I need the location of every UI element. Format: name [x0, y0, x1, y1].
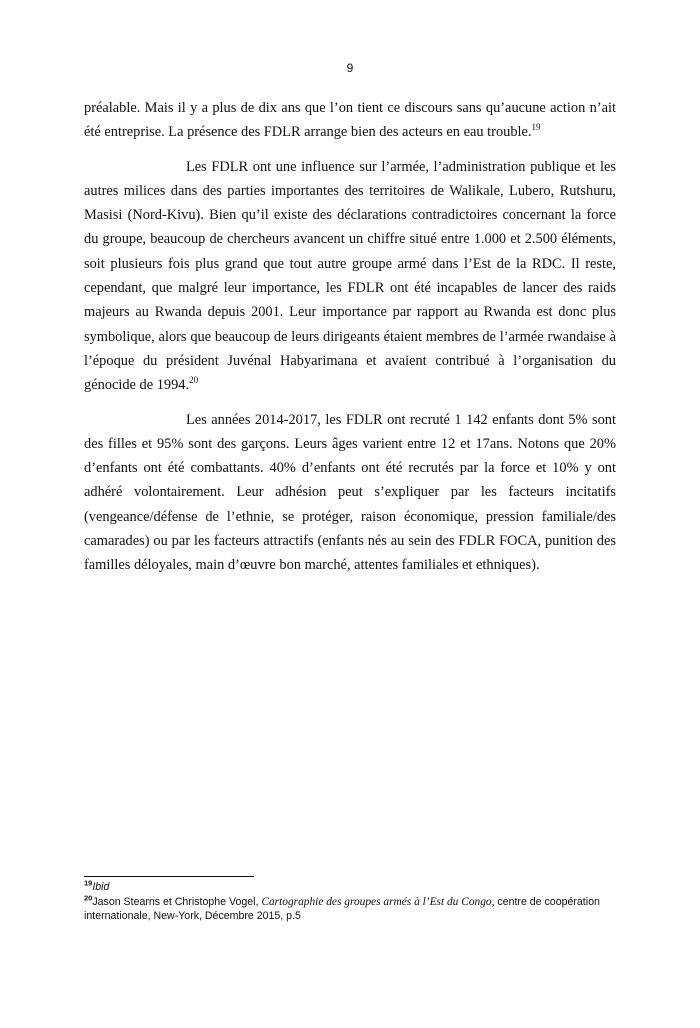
- footnote-19-text: Ibid: [92, 881, 110, 893]
- paragraph-2: [84, 155, 616, 398]
- footnote-ref-20: 20: [189, 375, 199, 386]
- footnote-20: [84, 892, 624, 924]
- page-number: 9: [346, 61, 354, 75]
- footnote-separator: [84, 876, 254, 877]
- footnote-20-title: Cartographie des groupes armés à l’Est du Congo,: [261, 895, 495, 908]
- paragraph-1-text: préalable. Mais il y a plus de dix ans que l’on tient ce discours sans qu’aucune action n’ait été entreprise. La présence des FDLR arrange bien des acteurs en eau trouble.: [84, 100, 616, 141]
- paragraph-1: [84, 96, 616, 145]
- paragraph-3: [84, 408, 616, 578]
- paragraph-3-text: Les années 2014-2017, les FDLR ont recruté 1 142 enfants dont 5% sont des filles et 95% sont des garçons. Leurs âges varient entre 12 et 17ans. Notons que 20% d’enfants ont été combattants. 40% d’enfants ont été recrutés par la force et 10% y ont adhéré volontairement. Leur adhésion peut s’expliquer par les facteurs incitatifs (vengeance/défense de l’ethnie, se protéger, raison économique, pression familiale/des camarades) ou par les facteurs attractifs (enfants nés au sein des FDLR FOCA, punition des familles déloyales, main d’œuvre bon marché, attentes familiales et ethniques).: [84, 411, 616, 574]
- paragraph-2-text: Les FDLR ont une influence sur l’armée, l’administration publique et les autres milices dans des parties importantes des territoires de Walikale, Lubero, Rutshuru, Masisi (Nord-Kivu). Bien qu’il existe des déclarations contradictoires concernant la force du groupe, beaucoup de chercheurs avancent un chiffre situé entre 1.000 et 2.500 éléments, soit plusieurs fois plus grand que tout autre groupe armé dans l’Est de la RDC. Il reste, cependant, que malgré leur importance, les FDLR ont été incapables de lancer des raids majeurs au Rwanda depuis 2001. Leur importance par rapport au Rwanda est donc plus symbolique, alors que beaucoup de leurs dirigeants étaient membres de l’armée rwandaise à l’époque du président Juvénal Habyarimana et avaient contribué à l’organisation du génocide de 1994.: [84, 158, 616, 394]
- footnote-19-number: 19: [84, 878, 93, 888]
- body-text: [84, 96, 616, 578]
- footnotes: [84, 880, 624, 924]
- footnote-19: [84, 880, 624, 895]
- footnote-20-rest: centre de coopération internationale, New-York, Décembre 2015, p.5: [84, 895, 600, 922]
- footnote-ref-19: 19: [531, 122, 541, 133]
- footnote-20-authors: Jason Stearns et Christophe Vogel,: [92, 895, 262, 908]
- footnote-20-number: 20: [84, 892, 93, 902]
